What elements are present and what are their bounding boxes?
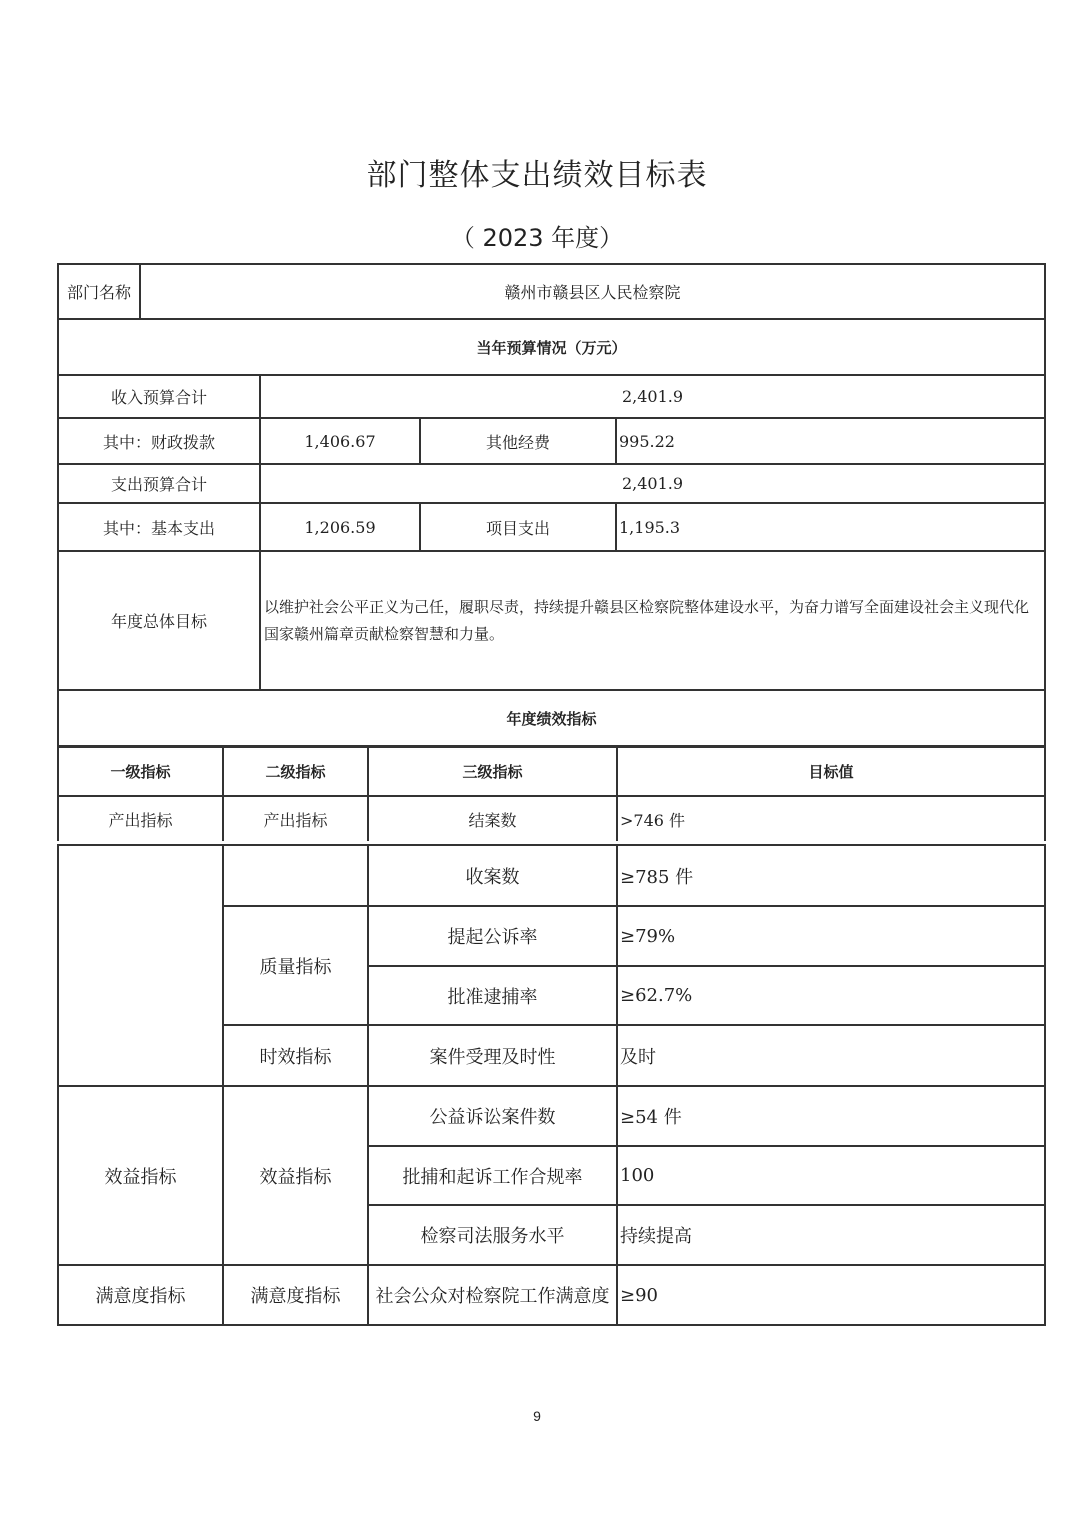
level3-cell: 公益诉讼案件数 (368, 1086, 617, 1146)
annual-goal-label: 年度总体目标 (58, 551, 260, 690)
target-cell: ≥90 (617, 1265, 1045, 1325)
level2-cell: 质量指标 (223, 906, 368, 1025)
project-expense-label: 项目支出 (420, 503, 616, 551)
column-header: 三级指标 (368, 746, 617, 796)
page-title: 部门整体支出绩效目标表 (366, 158, 708, 193)
fiscal-value: 1,406.67 (260, 418, 420, 464)
basic-expense-label: 其中：基本支出 (58, 503, 260, 551)
target-cell: ≥62.7% (617, 966, 1045, 1025)
level1-cell-empty (58, 845, 223, 1086)
expense-total-label: 支出预算合计 (58, 464, 260, 503)
indicators-header: 年度绩效指标 (58, 690, 1045, 747)
level3-cell: 提起公诉率 (368, 906, 617, 966)
expense-total-value: 2,401.9 (260, 464, 1045, 503)
level2-cell: 满意度指标 (223, 1265, 368, 1325)
target-cell: ≥785 件 (617, 845, 1045, 906)
other-funds-label: 其他经费 (420, 418, 616, 464)
level3-cell: 批准逮捕率 (368, 966, 617, 1025)
page-number: 9 (533, 1408, 541, 1424)
other-funds-value: 995.22 (616, 418, 1045, 464)
level1-cell: 产出指标 (58, 796, 223, 841)
target-cell: ≥54 件 (617, 1086, 1045, 1146)
indicators-header-table (57, 745, 1046, 841)
level3-cell: 社会公众对检察院工作满意度 (368, 1265, 617, 1325)
level2-cell-empty (223, 845, 368, 906)
target-cell: >746 件 (617, 796, 1045, 841)
column-header: 目标值 (617, 746, 1045, 796)
project-expense-value: 1,195.3 (616, 503, 1045, 551)
dept-name-value: 赣州市赣县区人民检察院 (140, 264, 1045, 319)
target-cell: ≥79% (617, 906, 1045, 966)
level2-cell: 产出指标 (223, 796, 368, 841)
level3-cell: 批捕和起诉工作合规率 (368, 1146, 617, 1205)
level1-cell: 满意度指标 (58, 1265, 223, 1325)
level3-cell: 结案数 (368, 796, 617, 841)
basic-expense-value: 1,206.59 (260, 503, 420, 551)
annual-goal-text: 以维护社会公平正义为己任，履职尽责，持续提升赣县区检察院整体建设水平，为奋力谱写全面建设社会主义现代化国家赣州篇章贡献检察智慧和力量。 (260, 551, 1045, 690)
budget-header: 当年预算情况（万元） (58, 319, 1045, 375)
income-total-value: 2,401.9 (260, 375, 1045, 418)
year-subtitle: （ 2023 年度） (450, 224, 624, 252)
level3-cell: 检察司法服务水平 (368, 1205, 617, 1265)
indicators-table (57, 844, 1046, 1326)
budget-table (57, 263, 1046, 748)
level3-cell: 收案数 (368, 845, 617, 906)
income-total-label: 收入预算合计 (58, 375, 260, 418)
dept-name-label: 部门名称 (58, 264, 140, 319)
column-header: 二级指标 (223, 746, 368, 796)
level3-cell: 案件受理及时性 (368, 1025, 617, 1086)
target-cell: 及时 (617, 1025, 1045, 1086)
target-cell: 100 (617, 1146, 1045, 1205)
fiscal-label: 其中：财政拨款 (58, 418, 260, 464)
column-header: 一级指标 (58, 746, 223, 796)
level2-cell: 效益指标 (223, 1086, 368, 1265)
level1-cell: 效益指标 (58, 1086, 223, 1265)
level2-cell: 时效指标 (223, 1025, 368, 1086)
target-cell: 持续提高 (617, 1205, 1045, 1265)
